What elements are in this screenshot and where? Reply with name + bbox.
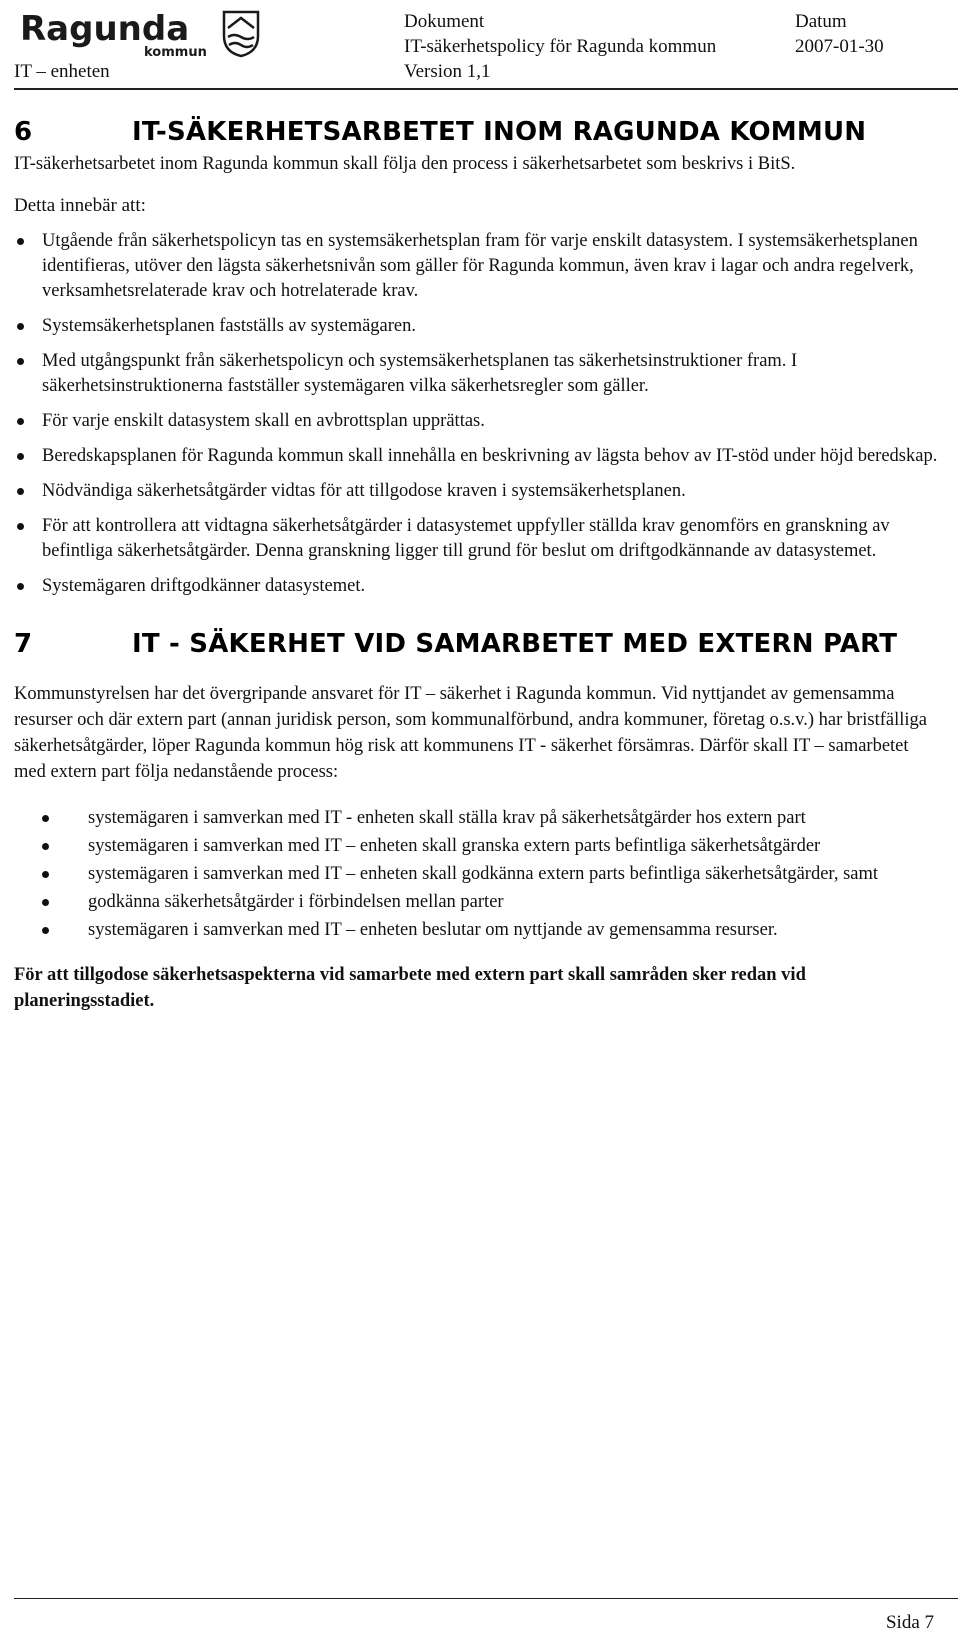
list-item: Systemägaren driftgodkänner datasystemet. [14,574,944,599]
list-item: systemägaren i samverkan med IT – enheten beslutar om nyttjande av gemensamma resurser. [14,917,944,944]
section-title: IT - SÄKERHET VID SAMARBETET MED EXTERN PART [132,629,898,659]
logo-wordmark: Ragunda [20,9,190,49]
list-item: godkänna säkerhetsåtgärder i förbindelsen mellan parter [14,889,944,916]
list-item: systemägaren i samverkan med IT – enheten skall granska extern parts befintliga säkerhetsåtgärder [14,833,944,860]
list-item: Nödvändiga säkerhetsåtgärder vidtas för att tillgodose kraven i systemsäkerhetsplanen. [14,479,944,504]
section-7-intro: Kommunstyrelsen har det övergripande ansvaret för IT – säkerhet i Ragunda kommun. Vid nyttjandet av gemensamma resurser och där extern part (annan juridisk person, som kommunalförbund, andra kommuner, företag o.s.v.) har bristfälliga säkerhetsåtgärder, löper Ragunda kommun hög risk att kommunens IT - säkerhet försämras. Därför skall IT – samarbetet med extern part följa nedanstående process: [14,684,928,782]
department-name: IT – enheten [14,61,110,82]
list-item: För varje enskilt datasystem skall en avbrottsplan upprättas. [14,409,944,434]
footer-divider [14,1598,958,1599]
logo-subtitle: kommun [144,45,207,58]
section-title: IT-SÄKERHETSARBETET INOM RAGUNDA KOMMUN [132,117,867,147]
section-6-intro: IT-säkerhetsarbetet inom Ragunda kommun skall följa den process i säkerhetsarbetet som beskrivs i BitS. [14,154,796,174]
list-item: Utgående från säkerhetspolicyn tas en systemsäkerhetsplan fram för varje enskilt datasystem. I systemsäkerhetsplanen identifieras, utöver den lägsta säkerhetsnivån som gäller för Ragunda kommun, även krav i lagar och andra regelverk, verksamhetsrelaterade krav och hotrelaterade krav. [14,229,944,304]
section-6-bullet-list [14,229,944,599]
document-body [14,117,944,1014]
list-item: Systemsäkerhetsplanen fastställs av systemägaren. [14,314,944,339]
section-6 [14,117,944,599]
section-6-lead: Detta innebär att: [14,195,146,216]
ragunda-kommun-logo [18,6,270,58]
header-divider [14,88,958,90]
section-6-heading [14,117,944,147]
list-item: Beredskapsplanen för Ragunda kommun skall innehålla en beskrivning av lägsta behov av IT-stöd under höjd beredskap. [14,444,944,469]
section-number: 6 [14,117,33,147]
list-item: systemägaren i samverkan med IT – enheten skall godkänna extern parts befintliga säkerhetsåtgärder, samt [14,861,944,888]
coat-of-arms-icon [224,12,258,56]
section-7-heading [14,629,944,659]
list-item: Med utgångspunkt från säkerhetspolicyn och systemsäkerhetsplanen tas säkerhetsinstruktioner fram. I säkerhetsinstruktionerna fastställer systemägaren vilka säkerhetsregler som gäller. [14,349,944,399]
document-version: Version 1,1 [404,61,491,82]
document-label: Dokument [404,11,485,32]
list-item: systemägaren i samverkan med IT - enheten skall ställa krav på säkerhetsåtgärder hos extern part [14,805,944,832]
section-7 [14,629,944,1014]
document-title: IT-säkerhetspolicy för Ragunda kommun [404,36,717,57]
date-value: 2007-01-30 [795,36,884,57]
section-number: 7 [14,629,33,659]
page-number: Sida 7 [885,1612,934,1633]
date-label: Datum [795,11,847,32]
section-7-conclusion: För att tillgodose säkerhetsaspekterna vid samarbete med extern part skall samråden sker redan vid planeringsstadiet. [14,965,806,1011]
page-header [14,0,958,96]
list-item: För att kontrollera att vidtagna säkerhetsåtgärder i datasystemet uppfyller ställda krav genomförs en granskning av befintliga säkerhetsåtgärder. Denna granskning ligger till grund för beslut om driftgodkännande av datasystemet. [14,514,944,564]
section-7-bullet-list [14,805,944,944]
